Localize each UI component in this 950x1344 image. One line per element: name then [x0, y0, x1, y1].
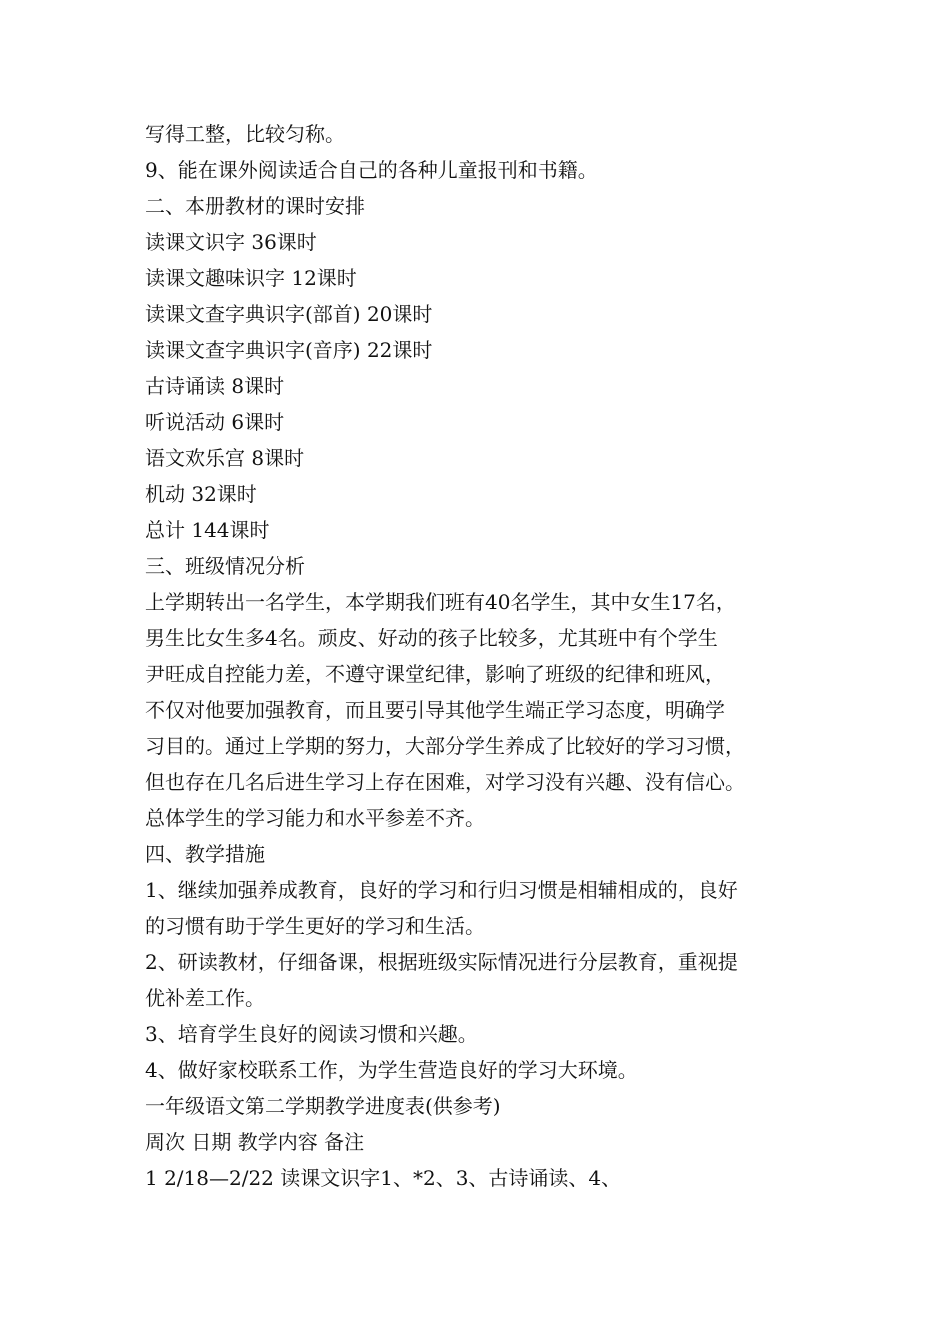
- section-heading: 二、本册教材的课时安排: [145, 194, 365, 218]
- section-heading: 三、班级情况分析: [145, 554, 305, 578]
- schedule-item: 读课文查字典识字(音序) 22课时: [145, 338, 433, 362]
- list-item: 9、能在课外阅读适合自己的各种儿童报刊和书籍。: [145, 158, 598, 182]
- list-item: 1、继续加强养成教育，良好的学习和行归习惯是相辅相成的，良好: [145, 878, 738, 902]
- list-item: 4、做好家校联系工作，为学生营造良好的学习大环境。: [145, 1058, 638, 1082]
- text-line: 写得工整，比较匀称。: [145, 122, 345, 146]
- list-item-continuation: 优补差工作。: [145, 986, 265, 1010]
- paragraph-line: 不仅对他要加强教育，而且要引导其他学生端正学习态度，明确学: [145, 698, 725, 722]
- list-item-continuation: 的习惯有助于学生更好的学习和生活。: [145, 914, 485, 938]
- paragraph-line: 尹旺成自控能力差，不遵守课堂纪律，影响了班级的纪律和班风，: [145, 662, 725, 686]
- section-heading: 四、教学措施: [145, 842, 265, 866]
- list-item: 2、研读教材，仔细备课，根据班级实际情况进行分层教育，重视提: [145, 950, 738, 974]
- paragraph-line: 上学期转出一名学生，本学期我们班有40名学生，其中女生17名，: [145, 590, 736, 614]
- schedule-item: 读课文查字典识字(部首) 20课时: [145, 302, 433, 326]
- schedule-total: 总计 144课时: [145, 518, 270, 542]
- paragraph-line: 总体学生的学习能力和水平参差不齐。: [145, 806, 485, 830]
- schedule-item: 机动 32课时: [145, 482, 257, 506]
- schedule-item: 古诗诵读 8课时: [145, 374, 285, 398]
- paragraph-line: 习目的。通过上学期的努力，大部分学生养成了比较好的学习习惯，: [145, 734, 745, 758]
- schedule-item: 听说活动 6课时: [145, 410, 285, 434]
- document-body: [145, 116, 835, 1196]
- paragraph-line: 男生比女生多4名。顽皮、好动的孩子比较多，尤其班中有个学生: [145, 626, 718, 650]
- table-header-row: 周次 日期 教学内容 备注: [145, 1130, 365, 1154]
- schedule-item: 读课文识字 36课时: [145, 230, 317, 254]
- table-row: 1 2/18—2/22 读课文识字1、*2、3、古诗诵读、4、: [145, 1166, 622, 1190]
- list-item: 3、培育学生良好的阅读习惯和兴趣。: [145, 1022, 478, 1046]
- table-title: 一年级语文第二学期教学进度表(供参考): [145, 1094, 501, 1118]
- schedule-item: 读课文趣味识字 12课时: [145, 266, 357, 290]
- schedule-item: 语文欢乐宫 8课时: [145, 446, 305, 470]
- paragraph-line: 但也存在几名后进生学习上存在困难，对学习没有兴趣、没有信心。: [145, 770, 745, 794]
